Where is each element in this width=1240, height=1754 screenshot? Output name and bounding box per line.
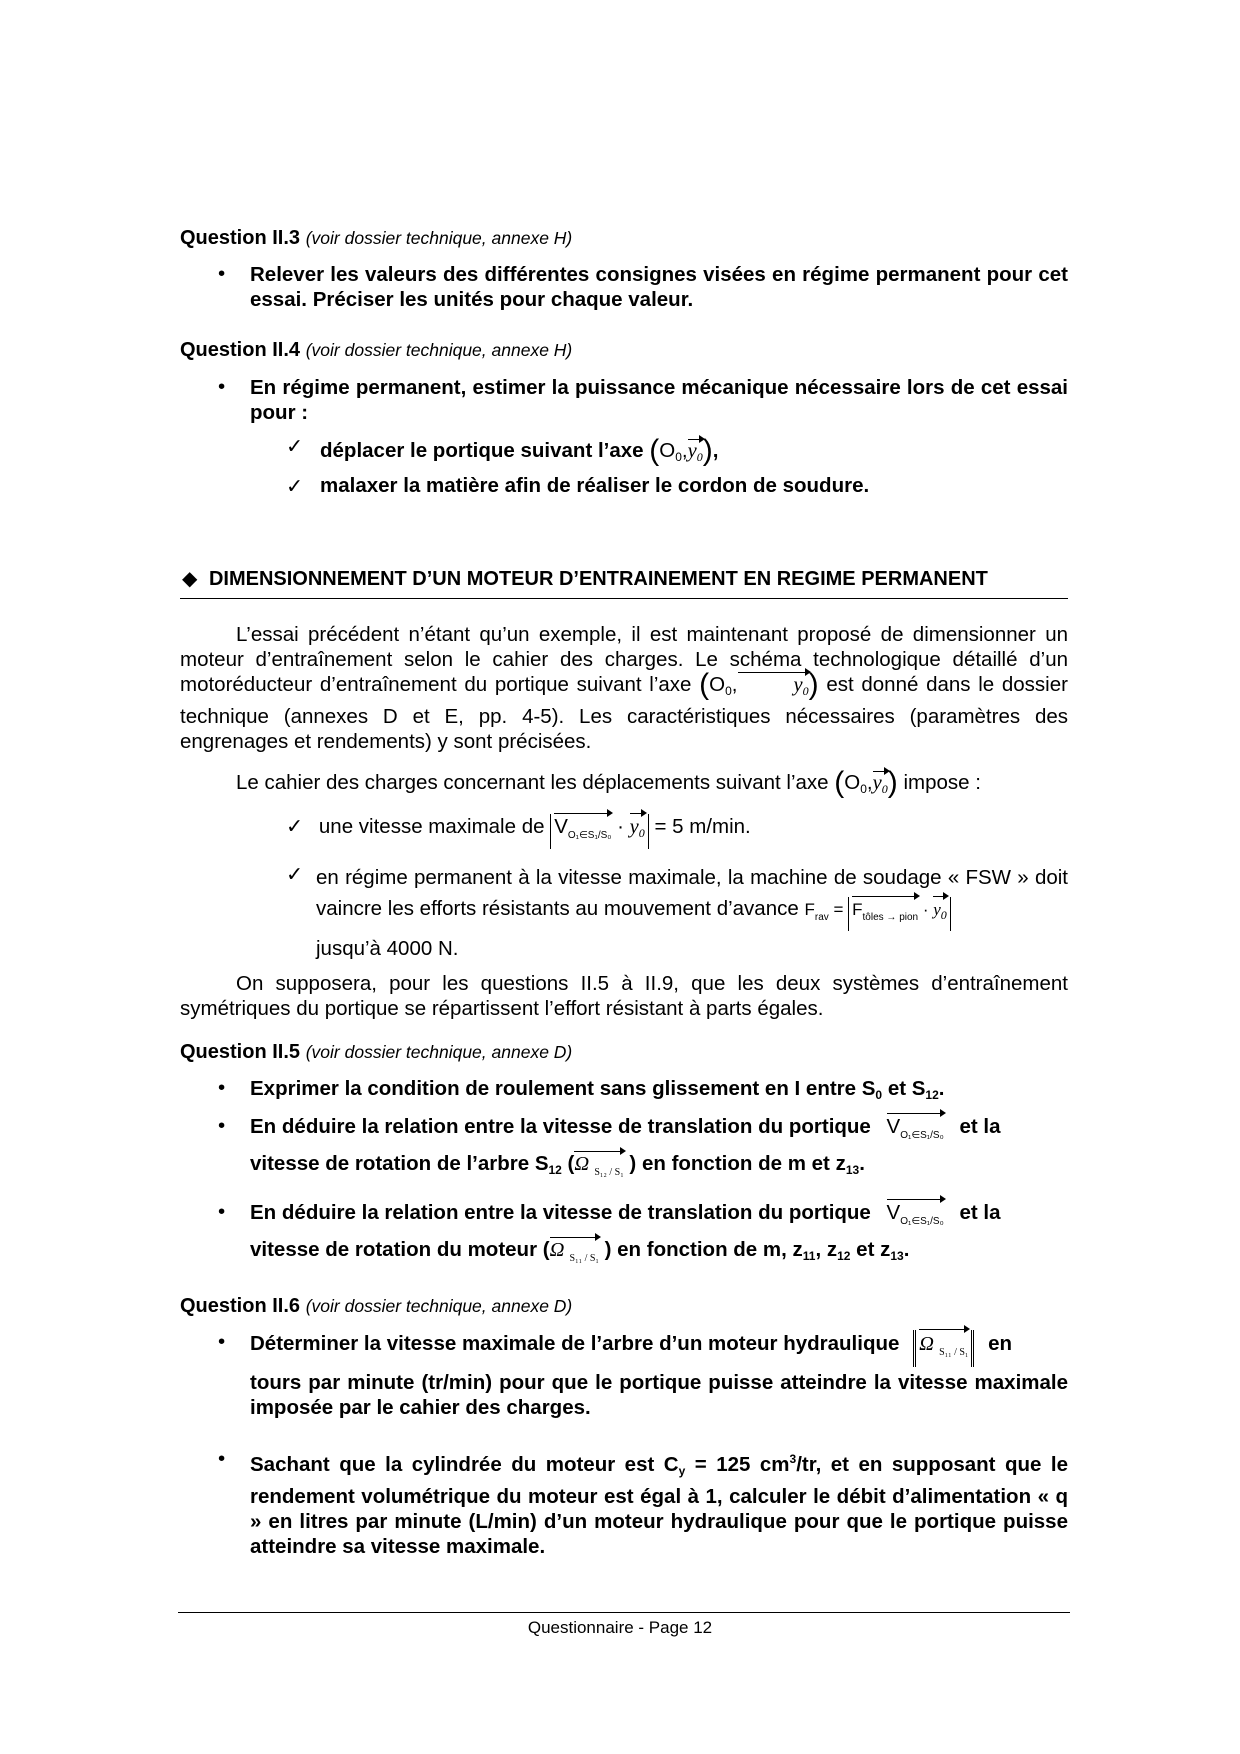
question-ref: (voir dossier technique, annexe H) [305, 340, 573, 360]
question-title: Question II.4 [180, 339, 301, 361]
bullet-dot: • [218, 262, 226, 285]
omega-vector: Ω $_{S_{12} / S_1}$ [574, 1152, 623, 1175]
velocity-norm-expression: $V_{O_1\in S_1/S_0} \cdot y_0$ [550, 814, 649, 849]
velocity-vector: $V_{O_1\in S_1/S_0}$ [887, 1200, 944, 1234]
page-footer: Questionnaire - Page 12 [527, 1618, 713, 1637]
bullet-dot: • [218, 1330, 226, 1353]
check-icon: ✓ [286, 435, 304, 458]
bullet-dot: • [218, 375, 226, 398]
bullet-dot: • [218, 1114, 226, 1137]
bullet-ii5-3: • En déduire la relation entre la vitesse de translation du portique $V_{O_1\in S_1/S_0}$ et la vitesse de rotation du moteur (Ω $_{S_{11} / S_1}$ ) en fonction de m, $z_{11}$, $z_{12}$ et $z_{13}$. [180, 1200, 1068, 1280]
question-title: Question II.5 [180, 1041, 301, 1063]
force-expression: $F_{rav} = F_{tôles \to pion} \cdot y_0$ [804, 900, 950, 919]
section-title: DIMENSIONNEMENT D’UN MOTEUR D’ENTRAINEMENT EN REGIME PERMANENT [208, 568, 988, 590]
question-ii5-header [180, 1040, 572, 1064]
check-icon: ✓ [286, 475, 304, 498]
axis-expression: $(O_0,y_0)$ [834, 766, 898, 799]
question-ref: (voir dossier technique, annexe H) [305, 228, 573, 248]
check-text: déplacer le portique suivant l’axe [320, 439, 644, 462]
bullet-ii5-2: • En déduire la relation entre la vitesse de translation du portique $V_{O_1\in S_1/S_0}$ et la vitesse de rotation de l’arbre $S_{12}$ (Ω $_{S_{12} / S_1}$ ) en fonction de m et $z_{13}$. [180, 1114, 1068, 1194]
footer-rule [178, 1612, 1070, 1613]
bullet-dot: • [218, 1076, 226, 1099]
bullet-text: En régime permanent, estimer la puissance mécanique nécessaire lors de cet essai pour : [250, 376, 1068, 424]
question-ref: (voir dossier technique, annexe D) [305, 1296, 573, 1316]
axis-expression: ($O_0$, $y_0$) [699, 673, 826, 696]
check-icon: ✓ [286, 863, 304, 886]
question-title: Question II.6 [180, 1295, 301, 1317]
question-title: Question II.3 [180, 227, 301, 249]
bullet-ii6-1: • Déterminer la vitesse maximale de l’arbre d’un moteur hydraulique Ω $_{S_{11} / S_1}$ en tours par minute (tr/min) pour que le portique puisse atteindre la vitesse maximale imposée par le cahier des charges. [218, 1330, 1068, 1419]
question-ii3-header [180, 226, 572, 250]
intro-paragraph-3: On supposera, pour les questions II.5 à II.9, que les deux systèmes d’entraînement symétriques du portique se répartissent l’effort résistant à parts égales. [180, 972, 1068, 1020]
intro-paragraph-1: L’essai précédent n’étant qu’un exemple, il est maintenant proposé de dimensionner un moteur d’entraînement selon le cahier des charges. Le schéma technologique détaillé d’un motoréducteur d’entraînement du portique suivant l’axe ($O_0$, $y_0$) est donné dans le dossier technique (annexes D et E, pp. 4-5). Les caractéristiques nécessaires (paramètres des engrenages et rendements) y sont précisées. [180, 623, 1068, 753]
diamond-icon: ◆ [182, 568, 198, 590]
intro-paragraph-2: Le cahier des charges concernant les déplacements suivant l’axe $(O_0,y_0)$ impose : [236, 766, 981, 799]
spec-item-1: ✓ une vitesse maximale de $V_{O_1\in S_1/S_0} \cdot y_0 = 5$ m/min. [286, 814, 1068, 849]
bullet-dot: • [218, 1200, 226, 1223]
question-ii6-header [180, 1294, 572, 1318]
axis-expression: $(O_0,y_0)$ [649, 434, 713, 467]
check-text: malaxer la matière afin de réaliser le cordon de soudure. [320, 474, 870, 497]
question-ii4-header [180, 338, 572, 362]
bullet-dot: • [218, 1447, 226, 1470]
velocity-vector: $V_{O_1\in S_1/S_0}$ [887, 1114, 944, 1148]
omega-norm-expression: Ω $_{S_{11} / S_1}$ [913, 1330, 974, 1367]
check-item-1: ✓ déplacer le portique suivant l’axe $(O_0,y_0)$, [286, 434, 719, 467]
bullet-text: Exprimer la condition de roulement sans glissement en I entre $S_0$ et $S_{12}$. [250, 1077, 945, 1102]
question-ref: (voir dossier technique, annexe D) [305, 1042, 573, 1062]
bullet-text: Relever les valeurs des différentes consignes visées en régime permanent pour cet essai. Préciser les unités pour chaque valeur. [250, 263, 1068, 311]
omega-vector: Ω $_{S_{11} / S_1}$ [550, 1238, 599, 1261]
section-heading [180, 566, 1068, 599]
check-icon: ✓ [286, 815, 304, 838]
